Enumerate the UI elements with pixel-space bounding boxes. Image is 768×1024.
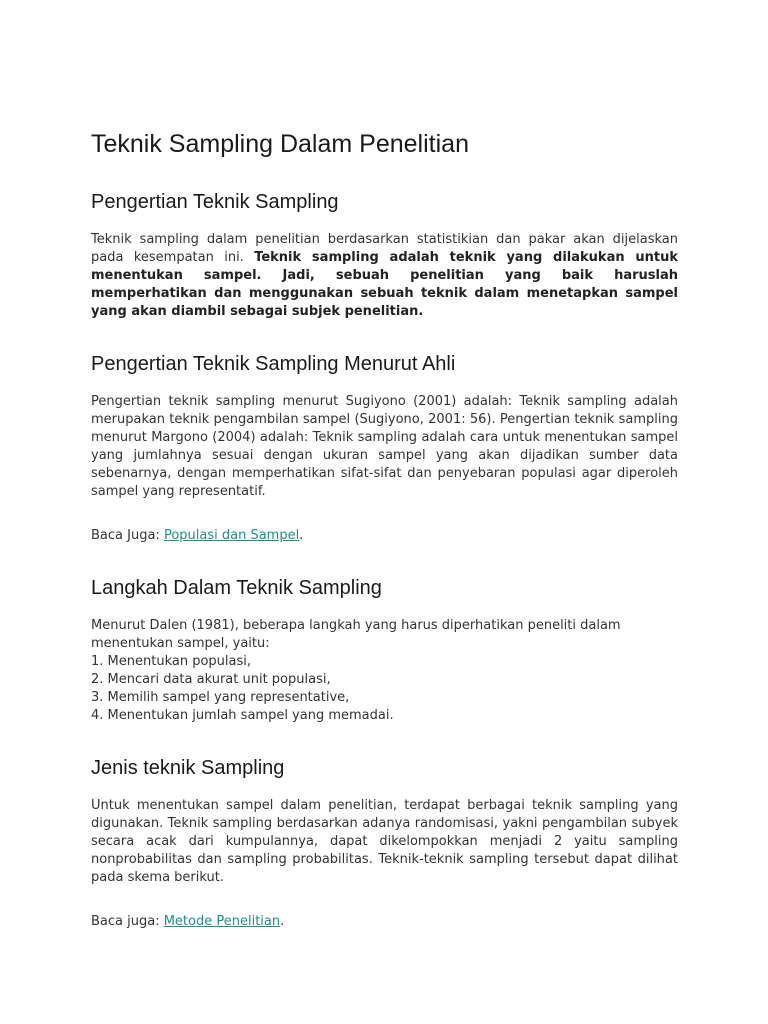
link-metode-penelitian[interactable]: Metode Penelitian bbox=[163, 914, 281, 929]
paragraph-bold-text: Teknik sampling adalah teknik yang dilakukan untuk menentukan sampel. Jadi, sebuah penelitian yang baik haruslah memperhatikan dan menggunakan sebuah teknik dalam menetapkan sampel yang akan diambil sebagai subjek penelitian. bbox=[91, 250, 679, 319]
see-also-line-1 bbox=[91, 527, 678, 545]
section-heading-jenis: Jenis teknik Sampling bbox=[91, 757, 285, 779]
list-item: 3. Memilih sampel yang representative, bbox=[91, 690, 350, 705]
section-heading-pengertian: Pengertian Teknik Sampling bbox=[91, 191, 339, 213]
list-item: 2. Mencari data akurat unit populasi, bbox=[91, 672, 331, 687]
see-also-suffix: . bbox=[280, 914, 285, 929]
section-menurut-ahli-paragraph: Pengertian teknik sampling menurut Sugiyono (2001) adalah: Teknik sampling adalah merupakan teknik pengambilan sampel (Sugiyono, 2001: 56). Pengertian teknik sampling menurut Margono (2004) adalah: Teknik sampling adalah cara untuk menentukan sampel yang jumlahnya sesuai dengan ukuran sampel yang akan dijadikan sumber data sebenarnya, dengan memperhatikan sifat-sifat dan penyebaran populasi agar diperoleh sampel yang representatif. bbox=[91, 394, 678, 499]
see-also-line-2 bbox=[91, 913, 678, 931]
section-pengertian-paragraph bbox=[91, 231, 678, 321]
see-also-suffix: . bbox=[299, 528, 304, 543]
page-title: Teknik Sampling Dalam Penelitian bbox=[91, 130, 469, 158]
section-jenis-paragraph: Untuk menentukan sampel dalam penelitian, terdapat berbagai teknik sampling yang digunakan. Teknik sampling berdasarkan adanya randomisasi, yakni pengambilan subyek secara acak dari kumpulannya, dapat dikelompokkan menjadi 2 yaitu sampling nonprobabilitas dan sampling probabilitas. Teknik-teknik sampling tersebut dapat dilihat pada skema berikut. bbox=[91, 798, 678, 885]
steps-list bbox=[91, 653, 678, 725]
list-item: 4. Menentukan jumlah sampel yang memadai. bbox=[91, 708, 394, 723]
list-item: 1. Menentukan populasi, bbox=[91, 654, 251, 669]
section-heading-langkah: Langkah Dalam Teknik Sampling bbox=[91, 577, 382, 599]
section-langkah-intro: Menurut Dalen (1981), beberapa langkah yang harus diperhatikan peneliti dalam menentukan sampel, yaitu: bbox=[91, 618, 621, 651]
see-also-label: Baca juga: bbox=[91, 914, 164, 929]
section-heading-menurut-ahli: Pengertian Teknik Sampling Menurut Ahli bbox=[91, 353, 456, 375]
see-also-label: Baca Juga: bbox=[91, 528, 164, 543]
paragraph-plain-text: Teknik sampling dalam penelitian berdasarkan statistikian dan pakar akan dijelaskan pada kesempatan ini. bbox=[91, 232, 678, 265]
link-populasi-dan-sampel[interactable]: Populasi dan Sampel bbox=[163, 528, 300, 543]
